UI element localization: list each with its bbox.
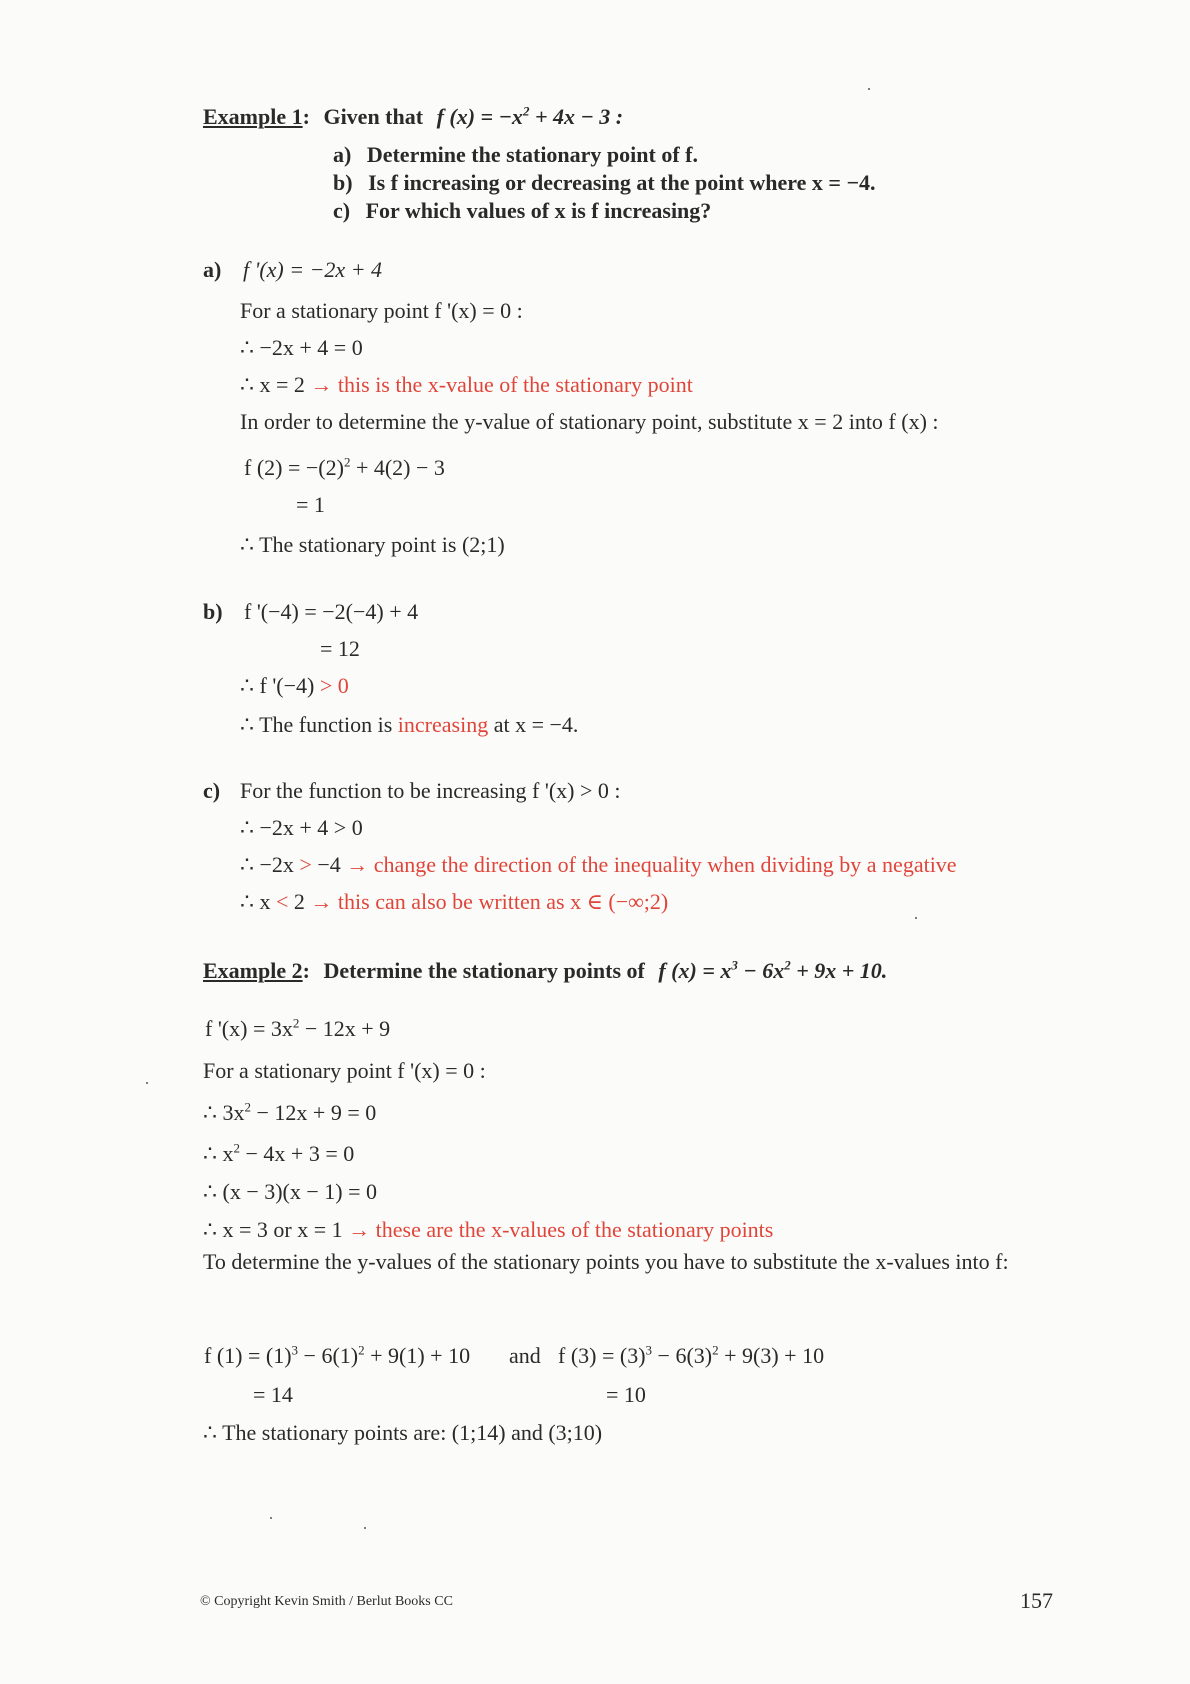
item-text: For which values of x is f increasing? bbox=[365, 198, 712, 223]
example-1-sq: 2 bbox=[522, 103, 530, 119]
footer-copyright: © Copyright Kevin Smith / Berlut Books CC bbox=[200, 1594, 453, 1609]
ex2-simp-2: − 4x + 3 = 0 bbox=[240, 1141, 355, 1166]
part-c-answer bbox=[240, 889, 668, 915]
part-c-condition: For the function to be increasing f '(x) > 0 : bbox=[240, 778, 621, 803]
example-1-colon: : bbox=[302, 104, 310, 129]
ex2-simp-1: ∴ x bbox=[203, 1141, 234, 1166]
part-c-answer-1: ∴ x bbox=[240, 889, 276, 914]
example-2-calc-2 bbox=[558, 1343, 824, 1369]
example-1-item-a bbox=[333, 142, 698, 168]
example-2-fx: f (x) = x bbox=[658, 958, 732, 983]
part-a-x-value bbox=[240, 372, 693, 398]
part-b-sign-text: ∴ f '(−4) bbox=[240, 673, 315, 698]
part-c-answer-red1: < bbox=[276, 889, 289, 914]
calc1-s2: 2 bbox=[358, 1342, 365, 1358]
part-a-x-value-text: ∴ x = 2 bbox=[240, 372, 305, 397]
part-a-sub-sup: 2 bbox=[343, 454, 351, 470]
part-b-label: b) bbox=[203, 599, 223, 624]
item-letter: c) bbox=[333, 198, 351, 223]
example-2-label: Example 2 bbox=[203, 958, 303, 983]
part-b-conclusion-1: ∴ The function is bbox=[240, 712, 398, 737]
part-c-step-2: −4 bbox=[311, 852, 347, 877]
example-2-factored: ∴ (x − 3)(x − 1) = 0 bbox=[203, 1179, 378, 1204]
item-letter: b) bbox=[333, 170, 353, 195]
part-b-conclusion bbox=[240, 712, 578, 738]
part-a-label: a) bbox=[203, 257, 222, 282]
scan-speck bbox=[146, 1082, 148, 1084]
part-b-calculation: f '(−4) = −2(−4) + 4 bbox=[244, 599, 419, 624]
example-2-substitute-instruction: To determine the y-values of the stationary points you have to substitute the x-values into f: bbox=[203, 1249, 1009, 1274]
example-2-result-1: = 14 bbox=[253, 1382, 293, 1407]
example-2-calc-1 bbox=[204, 1343, 470, 1369]
part-b-sign-red: > 0 bbox=[314, 673, 349, 698]
part-a-sub-1: f (2) = −(2) bbox=[244, 455, 344, 480]
calc2-b: − 6(3) bbox=[652, 1343, 713, 1368]
example-2-text: Determine the stationary points of bbox=[323, 958, 645, 983]
example-1-label: Example 1 bbox=[203, 104, 303, 129]
ex2-eq-1: ∴ 3x bbox=[203, 1100, 245, 1125]
calc1-b: − 6(1) bbox=[298, 1343, 359, 1368]
ex2-derivative-2: − 12x + 9 bbox=[299, 1016, 391, 1041]
ex2-derivative-1: f '(x) = 3x bbox=[205, 1016, 293, 1041]
example-1-function bbox=[437, 104, 624, 129]
part-c-step-1: ∴ −2x bbox=[240, 852, 300, 877]
example-2-colon: : bbox=[302, 958, 310, 983]
example-2-cube: 3 bbox=[731, 957, 738, 973]
part-c-step bbox=[240, 852, 957, 878]
example-2-heading bbox=[203, 958, 887, 984]
ex2-eq-sup: 2 bbox=[244, 1099, 251, 1115]
example-2-result-2: = 10 bbox=[606, 1382, 646, 1407]
example-2-sq: 2 bbox=[784, 957, 791, 973]
example-2-condition: For a stationary point f '(x) = 0 : bbox=[203, 1058, 486, 1083]
example-1-heading bbox=[203, 104, 623, 130]
example-2-rest: + 9x + 10. bbox=[790, 958, 888, 983]
calc2-c: + 9(3) + 10 bbox=[718, 1343, 825, 1368]
scan-speck bbox=[364, 1527, 366, 1529]
ex2-roots-note: → these are the x-values of the stationary points bbox=[342, 1217, 774, 1242]
part-b-conclusion-2: at x = −4. bbox=[488, 712, 579, 737]
example-2-simplified bbox=[203, 1141, 354, 1167]
ex2-eq-2: − 12x + 9 = 0 bbox=[251, 1100, 377, 1125]
part-a-condition: For a stationary point f '(x) = 0 : bbox=[240, 298, 523, 323]
calc2-s2: 2 bbox=[712, 1342, 719, 1358]
part-c-inequality: ∴ −2x + 4 > 0 bbox=[240, 815, 363, 840]
example-2-equation bbox=[203, 1100, 376, 1126]
scan-speck bbox=[868, 88, 870, 90]
ex2-simp-sup: 2 bbox=[233, 1140, 240, 1156]
calc1-s1: 3 bbox=[291, 1342, 299, 1358]
example-2-conclusion: ∴ The stationary points are: (1;14) and (3;10) bbox=[203, 1420, 603, 1445]
example-1-fx: f (x) = −x bbox=[436, 104, 523, 129]
part-a-derivative: f '(x) = −2x + 4 bbox=[243, 257, 383, 282]
calc2-s1: 3 bbox=[645, 1342, 653, 1358]
part-a-result: = 1 bbox=[296, 492, 325, 517]
part-a-substitute-instruction: In order to determine the y-value of stationary point, substitute x = 2 into f (x) : bbox=[240, 409, 939, 434]
example-1-item-c bbox=[333, 198, 711, 224]
calc1-c: + 9(1) + 10 bbox=[364, 1343, 471, 1368]
example-1-rest: + 4x − 3 : bbox=[529, 104, 624, 129]
part-b-result: = 12 bbox=[320, 636, 360, 661]
part-a-substitution bbox=[244, 455, 445, 481]
scan-speck bbox=[270, 1517, 272, 1519]
ex2-derivative-sup: 2 bbox=[292, 1015, 300, 1031]
part-c-answer-note: → this can also be written as x ∈ (−∞;2) bbox=[310, 889, 669, 914]
example-2-mid: − 6x bbox=[737, 958, 785, 983]
page-number: 157 bbox=[1020, 1588, 1053, 1613]
part-b-conclusion-red: increasing bbox=[397, 712, 489, 737]
example-1-given: Given that bbox=[323, 104, 424, 129]
item-text: Is f increasing or decreasing at the point where x = −4. bbox=[368, 170, 876, 195]
example-2-function bbox=[658, 958, 887, 983]
part-c-label: c) bbox=[203, 778, 221, 803]
part-a-conclusion: ∴ The stationary point is (2;1) bbox=[240, 532, 505, 557]
part-c-step-red1: > bbox=[299, 852, 312, 877]
part-a-equation: ∴ −2x + 4 = 0 bbox=[240, 335, 363, 360]
part-c-step-note: → change the direction of the inequality when dividing by a negative bbox=[346, 852, 957, 877]
item-letter: a) bbox=[333, 142, 352, 167]
example-2-roots bbox=[203, 1217, 773, 1243]
part-a-sub-2: + 4(2) − 3 bbox=[350, 455, 445, 480]
calc2-a: f (3) = (3) bbox=[558, 1343, 646, 1368]
ex2-roots-text: ∴ x = 3 or x = 1 bbox=[203, 1217, 343, 1242]
part-a-x-value-note: → this is the x-value of the stationary point bbox=[304, 372, 693, 397]
example-1-item-b bbox=[333, 170, 876, 196]
calc1-a: f (1) = (1) bbox=[204, 1343, 292, 1368]
part-b-sign bbox=[240, 673, 349, 699]
scan-speck bbox=[915, 917, 917, 919]
item-text: Determine the stationary point of f. bbox=[366, 142, 698, 167]
example-2-and: and bbox=[509, 1343, 541, 1368]
example-2-derivative bbox=[205, 1016, 390, 1042]
part-c-answer-2: 2 bbox=[288, 889, 311, 914]
